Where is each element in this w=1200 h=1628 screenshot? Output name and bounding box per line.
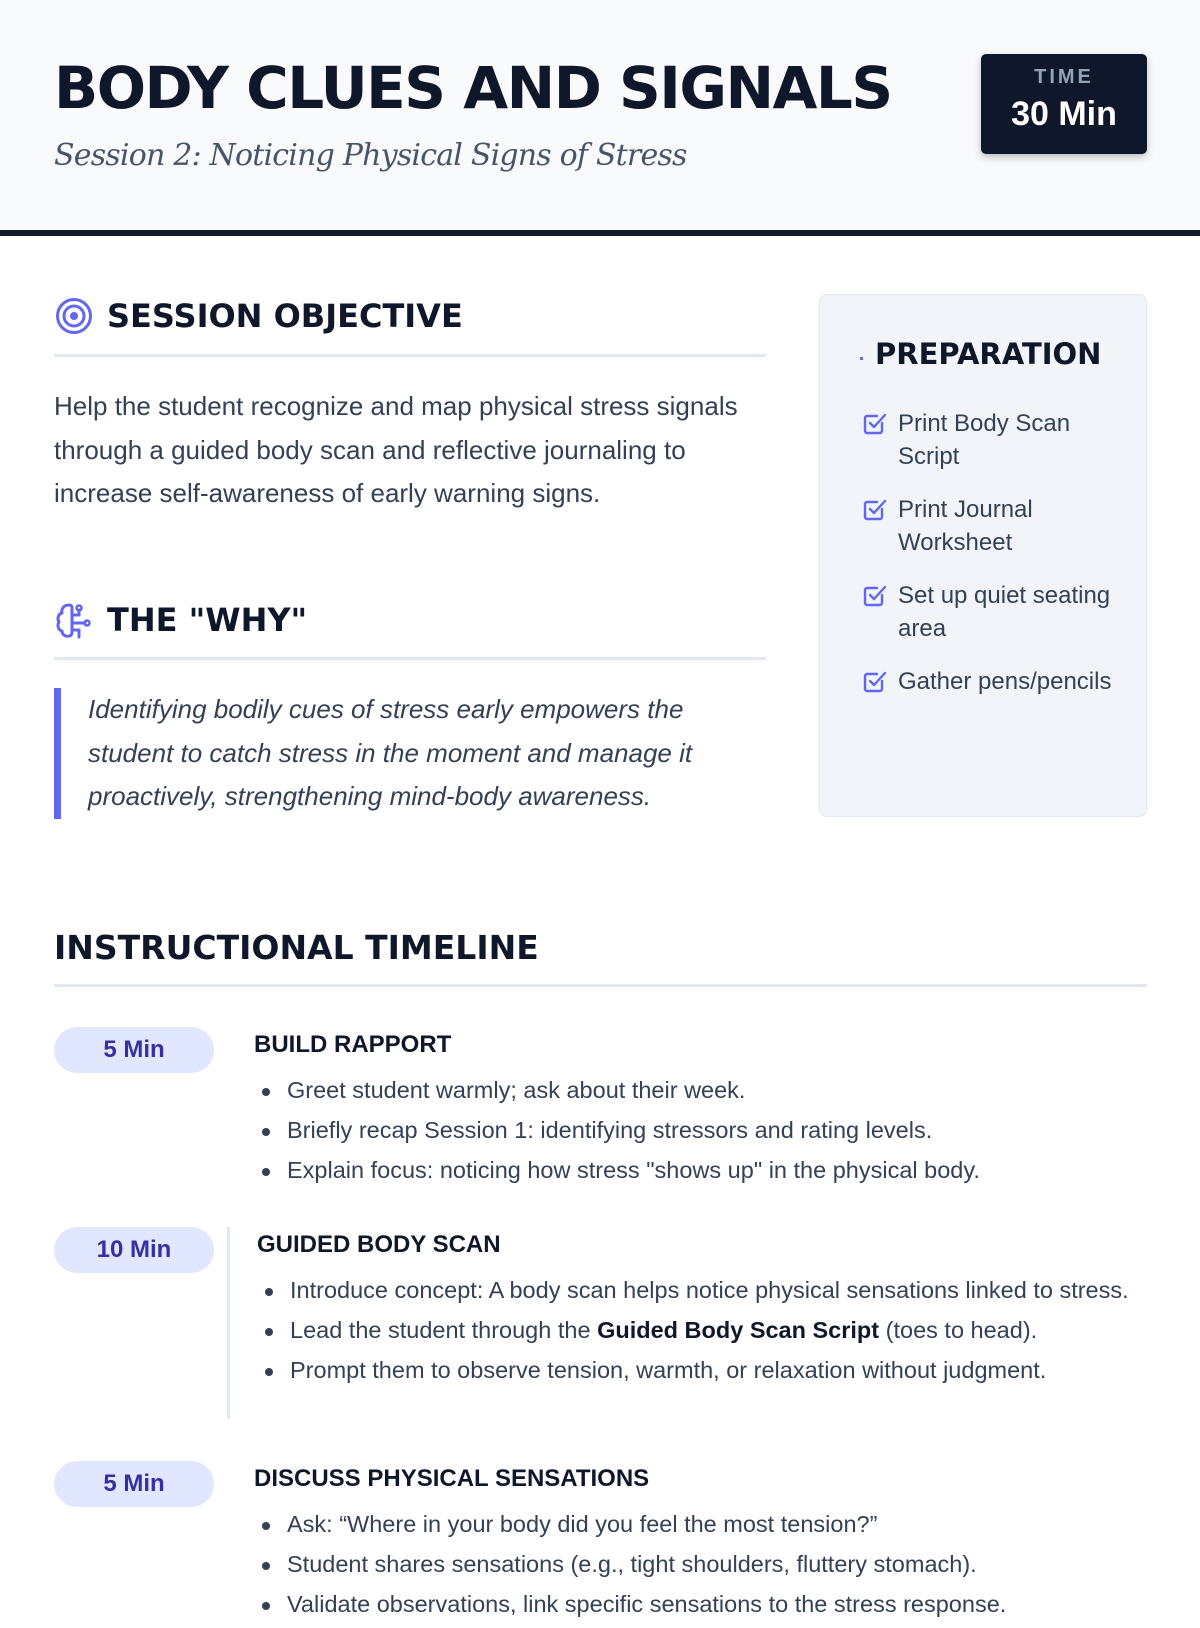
checkbox-checked-icon [862,496,888,522]
list-item: Greet student warmly; ask about their week. [254,1074,1134,1107]
list-item: Explain focus: noticing how stress "shows up" in the physical body. [254,1154,1134,1187]
objective-text: Help the student recognize and map physical stress signals through a guided body scan and reflective journaling to increase self-awareness of early warning signs. [54,391,738,508]
list-item: Briefly recap Session 1: identifying stressors and rating levels. [254,1114,1134,1147]
timeline-divider [54,984,1147,987]
script-title: Guided Body Scan Script [597,1317,880,1343]
preparation-item-text: Print Body Scan Script [898,410,1071,470]
duration-pill: 5 Min [54,1027,214,1073]
preparation-item [862,579,1122,645]
preparation-panel [819,294,1147,817]
page-header [0,0,1200,236]
checkbox-checked-icon [862,582,888,608]
brain-icon [54,600,94,640]
why-quote: Identifying bodily cues of stress early empowers the student to catch stress in the moment and manage it proactively, strengthening mind-body awareness. [54,688,774,819]
timeline-heading: INSTRUCTIONAL TIMELINE [54,928,539,967]
time-badge [981,54,1147,154]
preparation-item-text: Gather pens/pencils [898,668,1112,695]
step-list [254,1074,1134,1194]
time-label: TIME [1034,66,1094,88]
objective-heading-text: SESSION OBJECTIVE [107,297,463,335]
objective-divider [54,354,766,357]
list-item-text: (toes to head). [879,1317,1038,1343]
list-item: Prompt them to observe tension, warmth, or relaxation without judgment. [257,1354,1137,1387]
preparation-item [862,407,1122,473]
preparation-item [862,493,1122,559]
duration-pill: 10 Min [54,1227,214,1273]
objective-heading [54,296,463,336]
why-divider [54,657,766,660]
list-item-text: Lead the student through the [290,1317,598,1343]
step-list [254,1508,1134,1628]
duration-pill: 5 Min [54,1461,214,1507]
page-title: BODY CLUES AND SIGNALS [54,54,892,122]
preparation-item-text: Print Journal Worksheet [898,496,1033,556]
step-title: DISCUSS PHYSICAL SENSATIONS [254,1465,650,1492]
checkbox-checked-icon [862,410,888,436]
list-item: Introduce concept: A body scan helps notice physical sensations linked to stress. [257,1274,1137,1307]
step-title: GUIDED BODY SCAN [257,1231,501,1258]
preparation-item-text: Set up quiet seating area [898,582,1111,642]
preparation-item [862,665,1122,698]
list-item [257,1314,1137,1347]
preparation-list [862,407,1122,718]
step-list [257,1274,1137,1394]
page-subtitle: Session 2: Noticing Physical Signs of Stress [54,138,687,173]
list-item: Validate observations, link specific sensations to the stress response. [254,1588,1134,1621]
why-heading-text: THE "WHY" [107,601,308,639]
checkbox-checked-icon [862,668,888,694]
time-value: 30 Min [1011,95,1117,133]
target-icon [54,296,94,336]
why-heading [54,600,307,640]
step-connector [227,1227,230,1419]
list-item: Student shares sensations (e.g., tight shoulders, fluttery stomach). [254,1548,1134,1581]
step-title: BUILD RAPPORT [254,1031,452,1058]
checklist-icon [860,357,863,360]
list-item: Ask: “Where in your body did you feel the most tension?” [254,1508,1134,1541]
preparation-heading: PREPARATION [875,337,1102,371]
